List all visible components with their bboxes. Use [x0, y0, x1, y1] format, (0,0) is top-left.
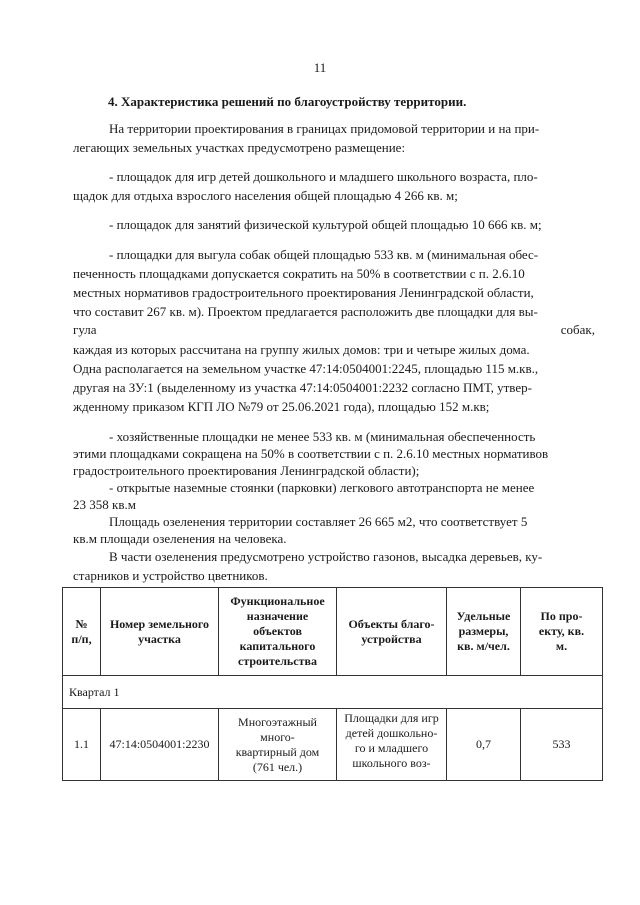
- item-parking-line-2: 23 358 кв.м: [73, 497, 136, 512]
- item-dogs-line-5-right: собак,: [560, 322, 595, 337]
- page-number: 11: [313, 60, 327, 75]
- header-objects: Объекты благо- устройства: [337, 588, 447, 676]
- table-row: [63, 709, 603, 781]
- item-dogs-line-7: Одна располагается на земельном участке 47:14:0504001:2245, площадью 115 м.кв.,: [73, 361, 539, 376]
- item-utility-line-2: этими площадками сокращена на 50% в соответствии с п. 2.6.10 местных нормативов: [73, 446, 549, 461]
- table-header-row: [63, 588, 603, 676]
- cell-project: 533: [521, 709, 603, 781]
- cell-specific: 0,7: [447, 709, 521, 781]
- header-project: По про- екту, кв. м.: [521, 588, 603, 676]
- landscaping-table: [62, 587, 603, 781]
- cell-purpose: Многоэтажный много- квартирный дом (761 чел.): [219, 709, 337, 781]
- item-dogs-line-2: печенность площадками допускается сократить на 50% в соответствии с п. 2.6.10: [73, 266, 525, 281]
- landscaping-line-2: старников и устройство цветников.: [73, 568, 268, 583]
- item-dogs-line-4: что составит 267 кв. м). Проектом предлагается расположить две площадки для вы-: [73, 304, 538, 319]
- header-plot: Номер земельного участка: [101, 588, 219, 676]
- quarter-label: Квартал 1: [63, 676, 603, 709]
- header-num: № п/п,: [63, 588, 101, 676]
- item-playgrounds-line-1: - площадок для игр детей дошкольного и младшего школьного возраста, пло-: [109, 169, 538, 184]
- item-dogs-line-5: [73, 322, 595, 338]
- item-dogs-line-1: - площадки для выгула собак общей площадью 533 кв. м (минимальная обес-: [109, 247, 539, 262]
- cell-objects: Площадки для игр детей дошкольно- го и младшего школьного воз-: [337, 709, 447, 781]
- item-sports: - площадок для занятий физической культурой общей площадью 10 666 кв. м;: [109, 217, 542, 232]
- item-dogs-line-9: жденному приказом КГП ЛО №79 от 25.06.2021 года), площадью 152 м.кв;: [73, 399, 490, 414]
- item-dogs-line-6: каждая из которых рассчитана на группу жилых домов: три и четыре жилых дома.: [73, 342, 530, 357]
- table-quarter-row: [63, 676, 603, 709]
- intro-line-1: На территории проектирования в границах придомовой территории и на при-: [109, 121, 540, 136]
- landscaping-line-1: В части озеленения предусмотрено устройство газонов, высадка деревьев, ку-: [109, 549, 543, 564]
- cell-num: 1.1: [63, 709, 101, 781]
- intro-line-2: легающих земельных участках предусмотрено размещение:: [73, 140, 406, 155]
- cell-plot: 47:14:0504001:2230: [101, 709, 219, 781]
- item-dogs-line-3: местных нормативов градостроительного проектирования Ленинградской области,: [73, 285, 534, 300]
- item-parking-line-1: - открытые наземные стоянки (парковки) легкового автотранспорта не менее: [109, 480, 535, 495]
- item-utility-line-3: градостроительного проектирования Ленинградской области);: [73, 463, 420, 478]
- item-utility-line-1: - хозяйственные площадки не менее 533 кв. м (минимальная обеспеченность: [109, 429, 536, 444]
- header-specific: Удельные размеры, кв. м/чел.: [447, 588, 521, 676]
- header-purpose: Функциональное назначение объектов капитального строительства: [219, 588, 337, 676]
- greening-line-2: кв.м площади озеленения на человека.: [73, 531, 287, 546]
- item-playgrounds-line-2: щадок для отдыха взрослого населения общей площадью 4 266 кв. м;: [73, 188, 458, 203]
- item-dogs-line-8: другая на ЗУ:1 (выделенному из участка 47:14:0504001:2232 согласно ПМТ, утвер-: [73, 380, 532, 395]
- greening-line-1: Площадь озеленения территории составляет 26 665 м2, что соответствует 5: [109, 514, 528, 529]
- section-heading: 4. Характеристика решений по благоустройству территории.: [108, 94, 467, 109]
- item-dogs-line-5-left: гула: [73, 322, 97, 337]
